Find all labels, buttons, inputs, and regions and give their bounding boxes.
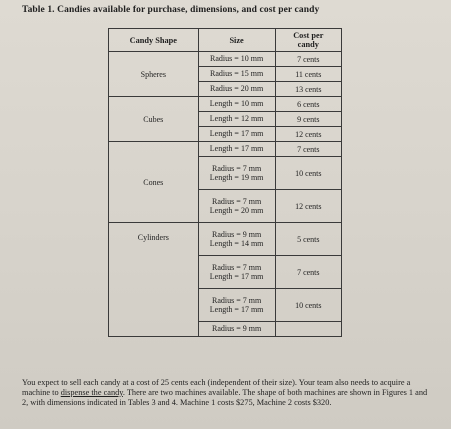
cost-cell: 13 cents [275,82,341,97]
size-cell: Radius = 20 mm [198,82,275,97]
paragraph-part1: You expect to sell each candy at a cost of 25 cents each (independent of their size). Your team also needs to acquire a machine to [22,378,411,397]
size-cell: Length = 12 mm [198,112,275,127]
table-row [109,97,342,112]
cost-cell: 7 cents [275,256,341,289]
cost-cell: 7 cents [275,142,341,157]
paragraph-part2: . There are two machines available. The shape of both machines are shown in Figures 1 and 2, with dimensions indicated in Tables 3 and 4. Machine 1 costs $275, Machine 2 costs $320. [22,388,428,407]
cost-cell: 5 cents [275,223,341,256]
size-cell [198,190,275,223]
shape-cylinders: Cylinders [109,223,199,337]
cost-cell: 10 cents [275,289,341,322]
size-cell [198,157,275,190]
table-header-row [109,29,342,52]
size-cell [198,256,275,289]
cost-cell: 6 cents [275,97,341,112]
size-line: Length = 19 mm [209,173,264,182]
cost-cell: 12 cents [275,127,341,142]
cost-cell: 7 cents [275,52,341,67]
cost-cell: 9 cents [275,112,341,127]
shape-cubes: Cubes [109,97,199,142]
size-line: Radius = 7 mm [211,295,262,305]
size-cell: Length = 10 mm [198,97,275,112]
size-cell [198,223,275,256]
size-cell: Length = 17 mm [198,142,275,157]
size-cell: Radius = 9 mm [198,322,275,337]
size-line: Length = 20 mm [209,206,264,215]
header-cost-line2: candy [297,40,319,49]
size-cell: Radius = 10 mm [198,52,275,67]
cost-cell: 10 cents [275,157,341,190]
header-cost [275,29,341,52]
cost-cell: 11 cents [275,67,341,82]
table-row [109,52,342,67]
cost-cell [275,322,341,337]
size-cell [198,289,275,322]
size-line: Radius = 7 mm [211,262,262,272]
cost-cell: 12 cents [275,190,341,223]
body-paragraph [22,378,432,408]
size-line: Radius = 7 mm [211,163,262,173]
shape-spheres: Spheres [109,52,199,97]
size-line: Length = 17 mm [209,272,264,281]
size-line: Radius = 7 mm [211,196,262,206]
candy-table [108,28,342,337]
size-line: Length = 17 mm [209,305,264,314]
header-size: Size [198,29,275,52]
table-caption: Table 1. Candies available for purchase, dimensions, and cost per candy [22,5,320,15]
table-row [109,142,342,157]
table-row [109,223,342,256]
shape-cones: Cones [109,142,199,223]
size-line: Length = 14 mm [209,239,264,248]
size-line: Radius = 9 mm [211,229,262,239]
size-cell: Length = 17 mm [198,127,275,142]
header-candy-shape: Candy Shape [109,29,199,52]
paragraph-underlined: dispense the candy [60,388,123,397]
size-cell: Radius = 15 mm [198,67,275,82]
header-cost-line1: Cost per [293,31,324,40]
